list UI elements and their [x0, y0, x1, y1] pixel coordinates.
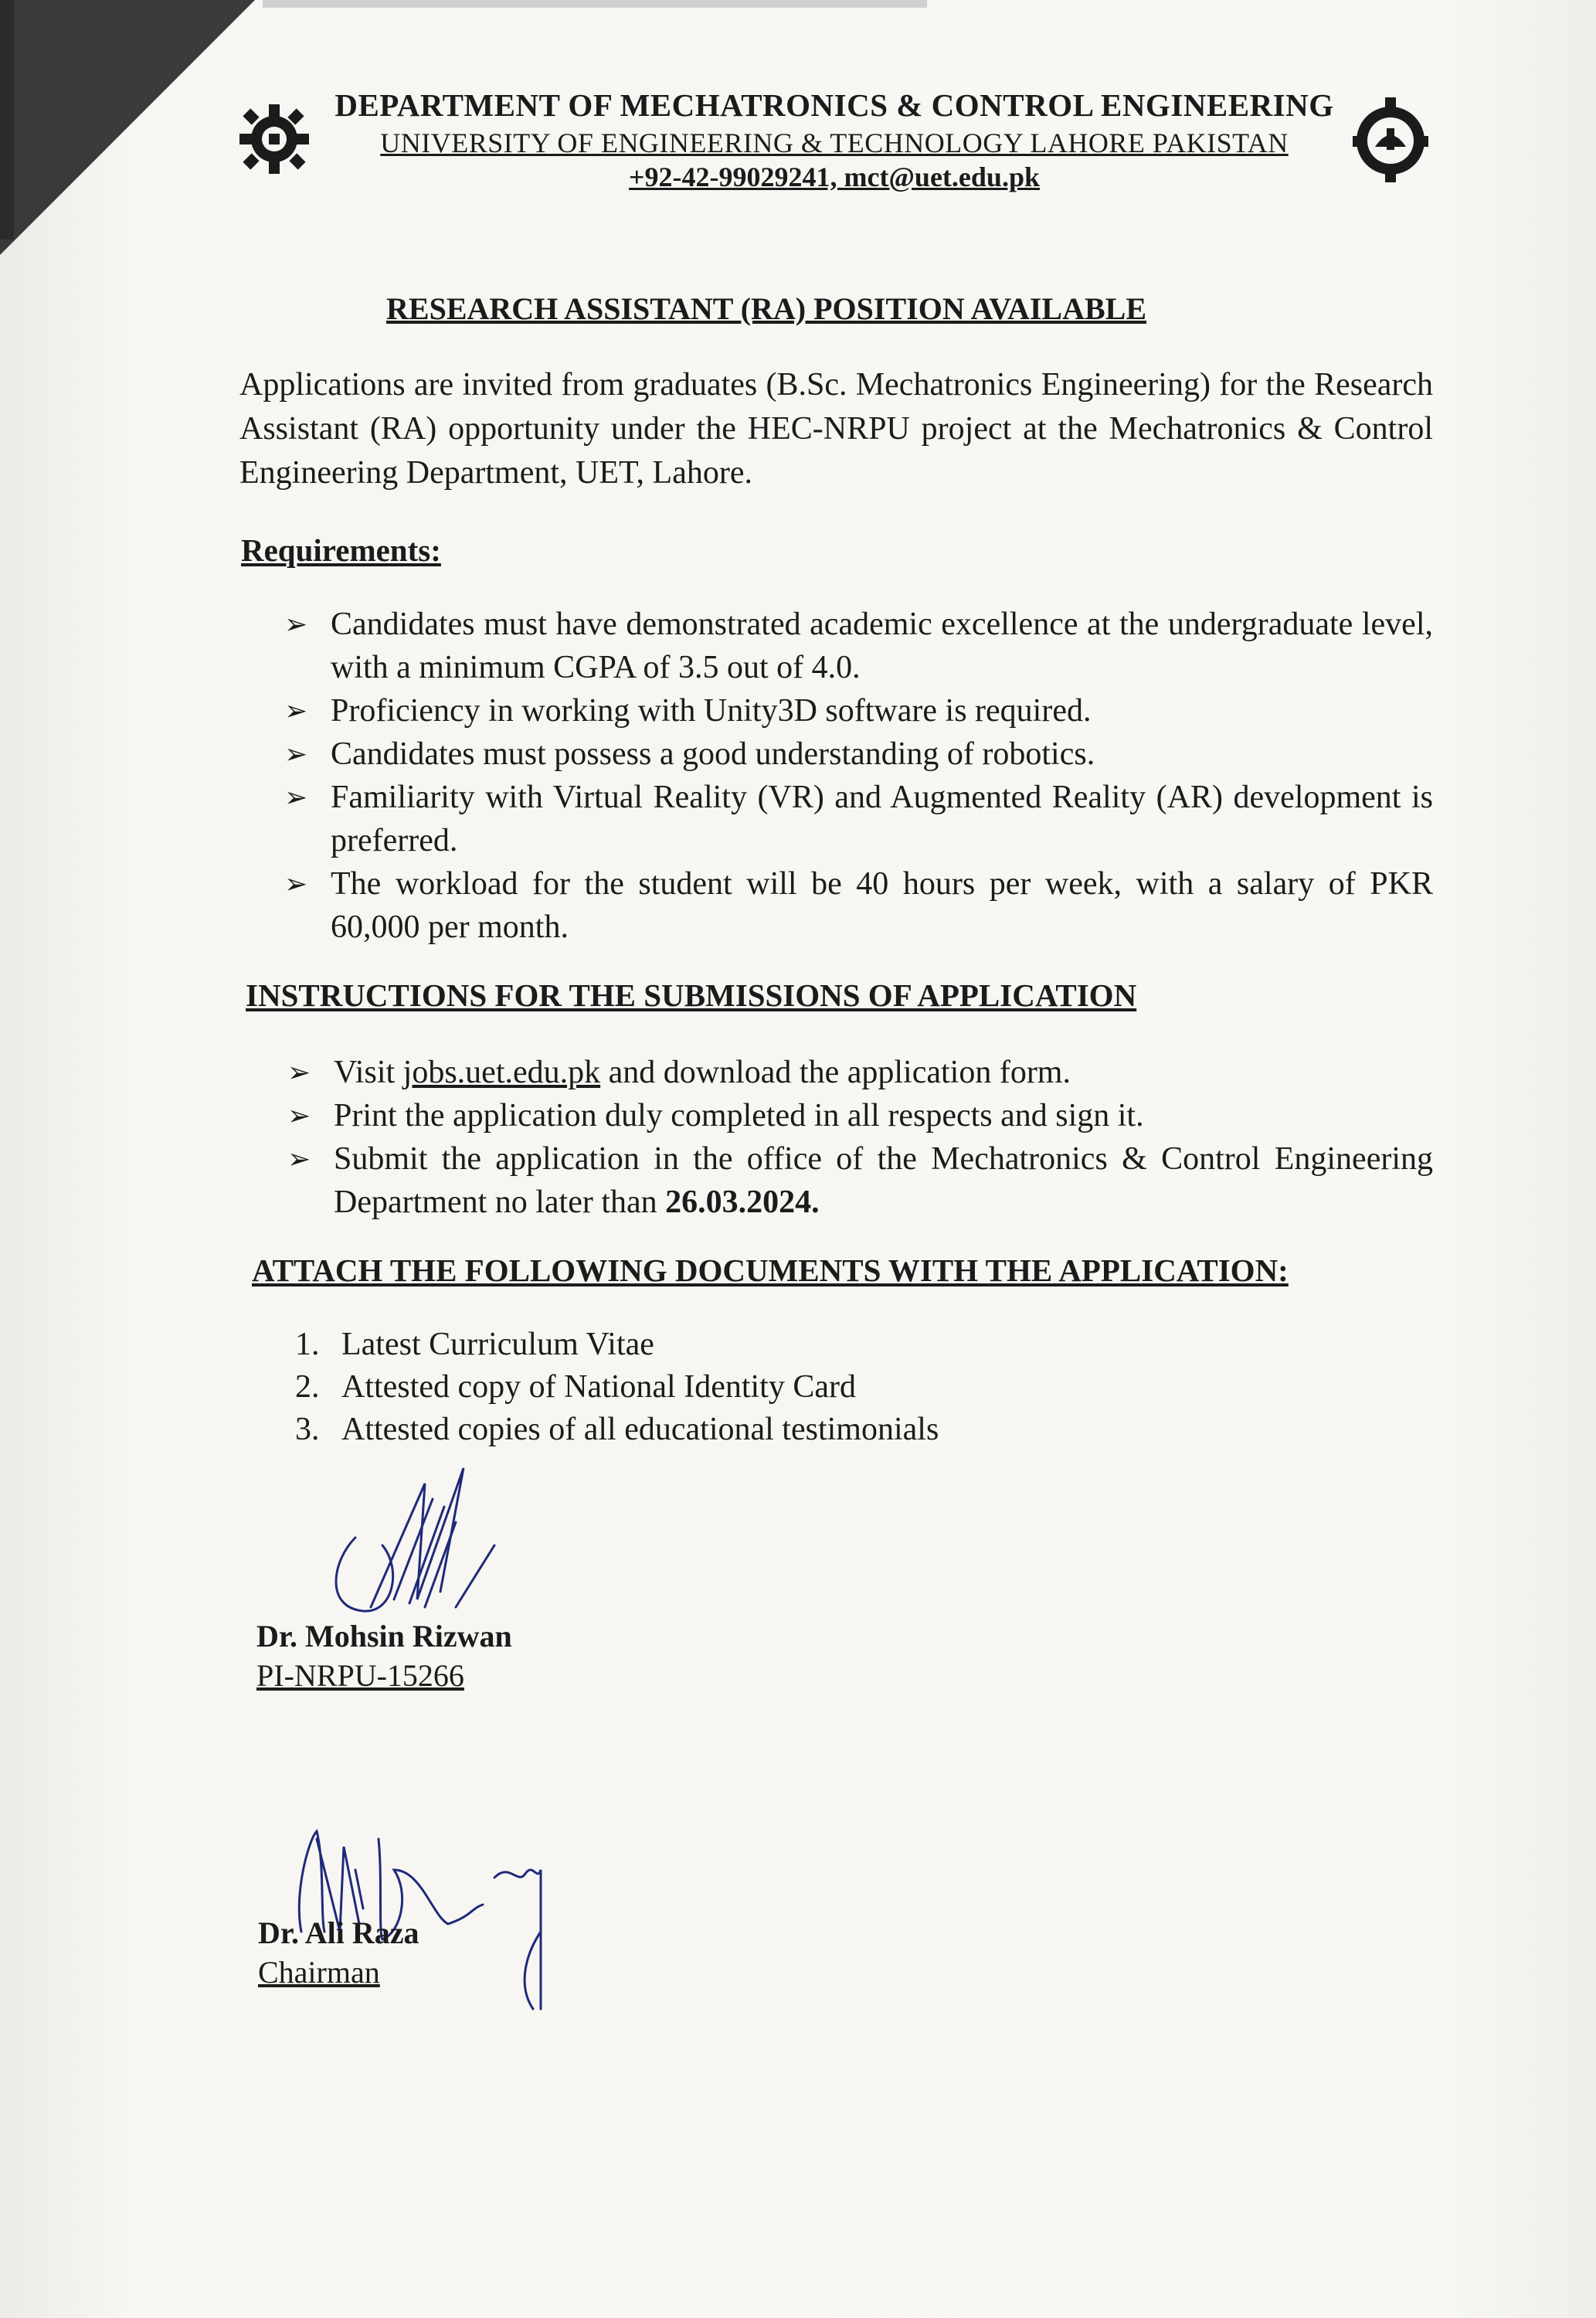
arrow-bullet-icon: ➢	[287, 1057, 311, 1088]
signatory-role: PI-NRPU-15266	[256, 1658, 464, 1693]
list-item: ➢ Visit jobs.uet.edu.pk and download the application form.	[287, 1051, 1433, 1094]
gear-logo-icon	[232, 97, 317, 182]
list-item: ➢ Familiarity with Virtual Reality (VR) and Augmented Reality (AR) development is preferred.	[284, 776, 1433, 862]
list-item: ➢ Submit the application in the office of the Mechatronics & Control Engineering Department no later than 26.03.2024.	[287, 1137, 1433, 1224]
arrow-bullet-icon: ➢	[287, 1144, 311, 1174]
arrow-bullet-icon: ➢	[284, 868, 308, 899]
requirements-heading: Requirements:	[241, 532, 441, 568]
attachments-heading: ATTACH THE FOLLOWING DOCUMENTS WITH THE APPLICATION:	[252, 1252, 1289, 1288]
signatory-name: Dr. Mohsin Rizwan	[256, 1619, 512, 1654]
signatory-name: Dr. Ali Raza	[258, 1915, 419, 1950]
list-item: 1. Latest Curriculum Vitae	[295, 1327, 654, 1362]
department-name: DEPARTMENT OF MECHATRONICS & CONTROL ENGINEERING	[334, 87, 1334, 123]
list-item: 2. Attested copy of National Identity Card	[295, 1369, 856, 1405]
list-item: ➢ Print the application duly completed in all respects and sign it.	[287, 1094, 1433, 1137]
arrow-bullet-icon: ➢	[284, 695, 308, 726]
arrow-bullet-icon: ➢	[284, 609, 308, 640]
attachments-list	[295, 1324, 939, 1451]
letterhead	[309, 87, 1360, 193]
signatory-role: Chairman	[258, 1955, 380, 1990]
signature-mohsin-rizwan	[309, 1453, 510, 1630]
arrow-bullet-icon: ➢	[284, 739, 308, 770]
arrow-bullet-icon: ➢	[284, 782, 308, 813]
list-item: ➢ Candidates must possess a good understanding of robotics.	[284, 732, 1433, 776]
jobs-link[interactable]: jobs.uet.edu.pk	[402, 1055, 601, 1090]
instructions-heading: INSTRUCTIONS FOR THE SUBMISSIONS OF APPLICATION	[246, 977, 1137, 1013]
deadline-date: 26.03.2024.	[665, 1184, 820, 1220]
signatory-1	[256, 1618, 512, 1694]
requirements-list	[284, 603, 1433, 949]
list-item: ➢ Candidates must have demonstrated academic excellence at the undergraduate level, with a minimum CGPA of 3.5 out of 4.0.	[284, 603, 1433, 689]
list-item: ➢ The workload for the student will be 40 hours per week, with a salary of PKR 60,000 per month.	[284, 862, 1433, 949]
page-title: RESEARCH ASSISTANT (RA) POSITION AVAILABLE	[386, 291, 1147, 326]
intro-paragraph: Applications are invited from graduates (B.Sc. Mechatronics Engineering) for the Research Assistant (RA) opportunity under the HEC-NRPU project at the Mechatronics & Control Engineering Department, UET, Lahore.	[239, 367, 1433, 491]
list-item: 3. Attested copies of all educational testimonials	[295, 1412, 939, 1447]
instructions-list	[287, 1051, 1433, 1224]
edge-shadow	[0, 0, 14, 240]
signatory-2	[258, 1915, 419, 1990]
uet-crest-icon	[1348, 93, 1433, 185]
corner-shadow	[0, 0, 255, 255]
contact-info: +92-42-99029241, mct@uet.edu.pk	[629, 161, 1040, 192]
top-edge-strip	[263, 0, 927, 8]
university-name: UNIVERSITY OF ENGINEERING & TECHNOLOGY LAHORE PAKISTAN	[380, 127, 1289, 158]
list-item: ➢ Proficiency in working with Unity3D software is required.	[284, 689, 1433, 732]
arrow-bullet-icon: ➢	[287, 1100, 311, 1131]
